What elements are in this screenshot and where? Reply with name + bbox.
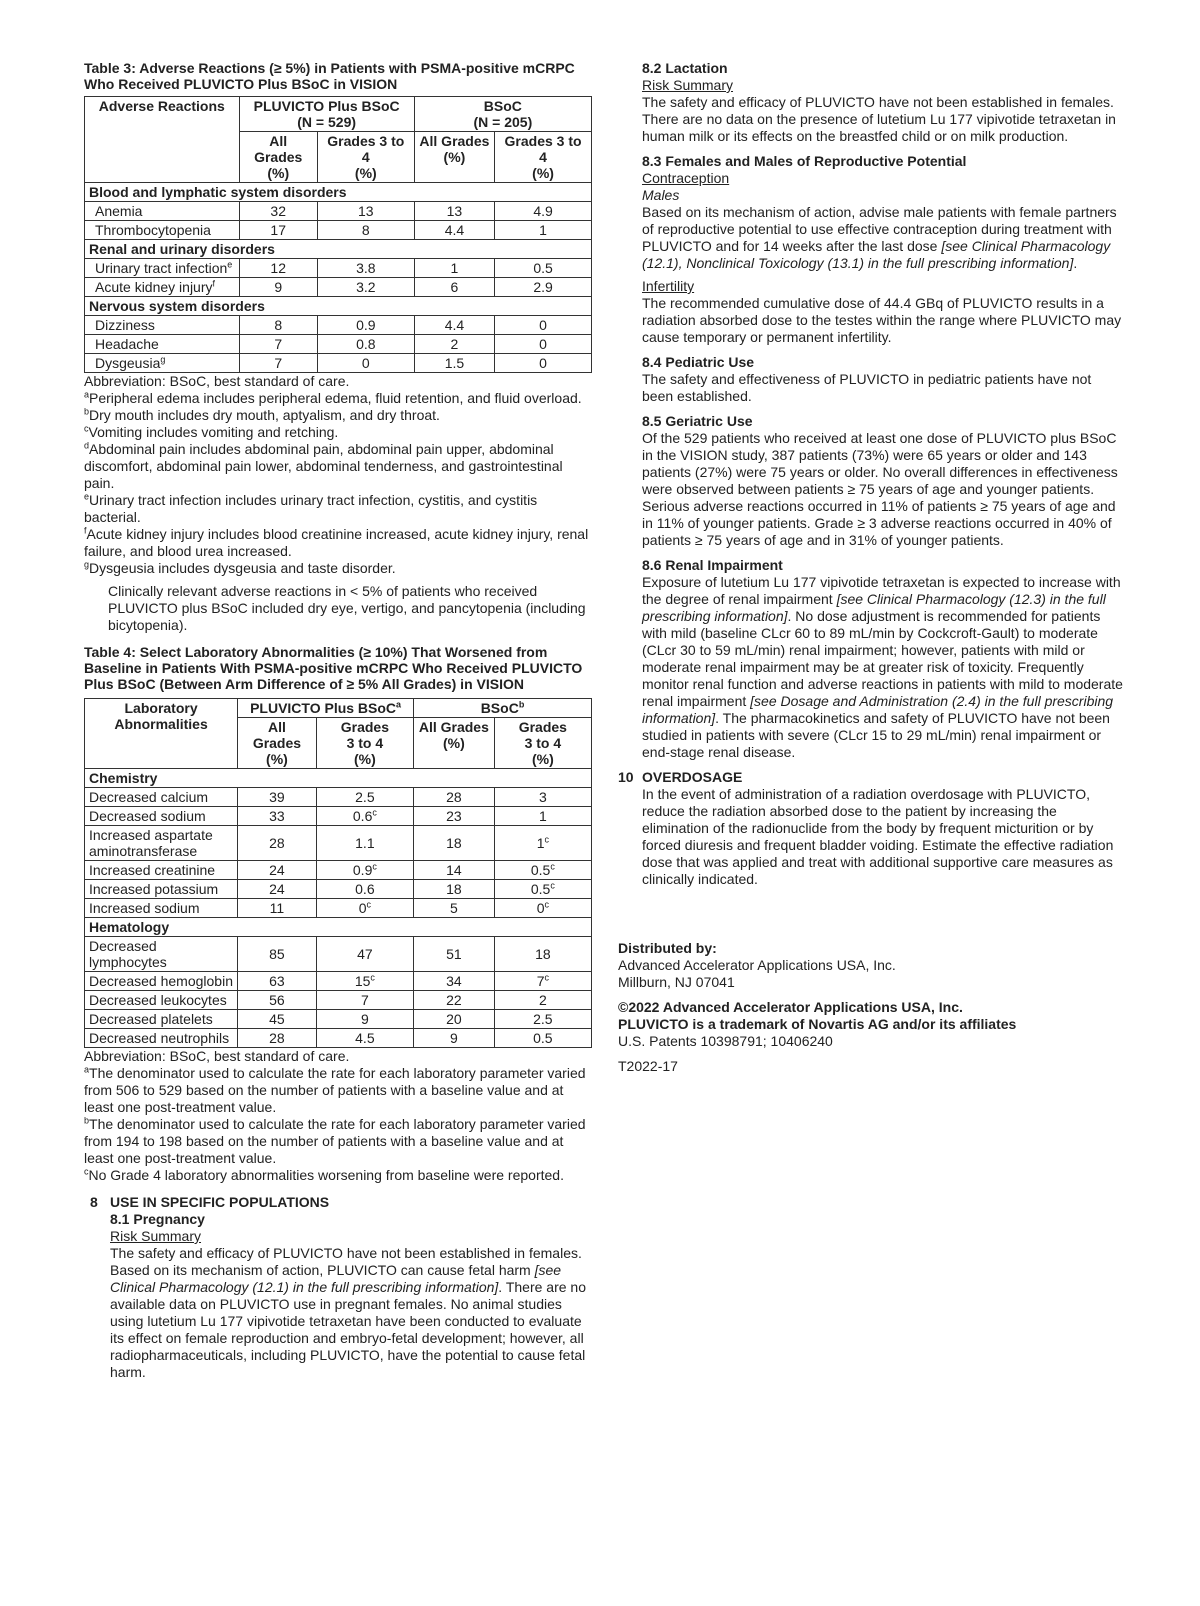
table4-caption: Table 4: Select Laboratory Abnormalities (≥ 10%) That Worsened from Baseline in Patients With PSMA-positive mCRPC Who Received PLUVICTO Plus BSoC (Between Arm Difference of ≥ 5% All Grades) in VISION (84, 644, 583, 692)
table-cell: 18 (494, 937, 591, 972)
row-label: Dizziness (85, 316, 240, 335)
section-8-1-heading: 8.1 Pregnancy (110, 1211, 205, 1227)
row-label: Increased sodium (85, 899, 238, 918)
table-cell: 1$^c$ (494, 826, 591, 861)
row-label: Dysgeusia$^g$ (85, 354, 240, 373)
table-cell: 9 (239, 278, 317, 297)
section-8-3-heading: 8.3 Females and Males of Reproductive Potential (642, 153, 967, 169)
table3-caption: Table 3: Adverse Reactions (≥ 5%) in Patients with PSMA-positive mCRPC Who Received PLUVICTO Plus BSoC in VISION (84, 60, 575, 92)
table-group-row (85, 918, 592, 937)
males-label: Males (642, 187, 680, 203)
lab-abnormalities-table (84, 698, 592, 1048)
table-cell: 22 (414, 991, 495, 1010)
table-cell: 39 (238, 788, 317, 807)
table-cell: 9 (316, 1010, 413, 1029)
row-label: Decreased leukocytes (85, 991, 238, 1010)
row-label: Decreased neutrophils (85, 1029, 238, 1048)
table3-footnotes (84, 373, 592, 577)
distributor-name: Advanced Accelerator Applications USA, Inc. (618, 957, 896, 973)
left-column (84, 60, 592, 1381)
contraception-paragraph: Based on its mechanism of action, advise male patients with female partners of reproductive potential to use effective contraception during treatment with PLUVICTO and for 14 weeks after the last dose [see Clinical Pharmacology (12.1), Nonclinical Toxicology (13.1) in the full prescribing information]. (642, 204, 1117, 271)
footnote: $^f$Acute kidney injury includes blood creatinine increased, acute kidney injury, renal failure, and blood urea increased. (84, 525, 589, 559)
col-pluvicto-group: PLUVICTO Plus BSoC$^a$ (238, 699, 414, 718)
table-cell: 4.4 (414, 316, 494, 335)
sub-all-grades: All Grades (%) (414, 718, 495, 769)
table-cell: 1 (414, 259, 494, 278)
infertility-paragraph: The recommended cumulative dose of 44.4 GBq of PLUVICTO results in a radiation absorbed dose to the testes within the range where PLUVICTO may cause temporary or permanent infertility. (642, 295, 1122, 345)
col-bsoc-n: (N = 205) (473, 114, 533, 130)
table-cell: 63 (238, 972, 317, 991)
contraception-label: Contraception (642, 170, 730, 186)
group-label: Chemistry (85, 769, 592, 788)
table-row (85, 807, 592, 826)
footnote: $^c$Vomiting includes vomiting and retching. (84, 423, 339, 440)
risk-summary-label: Risk Summary (110, 1228, 202, 1244)
sub-grades-3-4: Grades 3 to 4 (%) (317, 132, 414, 183)
table-cell: 6 (414, 278, 494, 297)
table-cell: 51 (414, 937, 495, 972)
row-label: Increased creatinine (85, 861, 238, 880)
table-row (85, 335, 592, 354)
pediatric-paragraph: The safety and effectiveness of PLUVICTO in pediatric patients have not been established. (642, 371, 1092, 404)
table-row (85, 972, 592, 991)
table-cell: 0.9 (317, 316, 414, 335)
footnote: Abbreviation: BSoC, best standard of care. (84, 373, 350, 389)
table-row (85, 899, 592, 918)
sub-grades-3-4: Grades 3 to 4 (%) (495, 132, 592, 183)
table-cell: 3 (494, 788, 591, 807)
table-cell: 34 (414, 972, 495, 991)
table4-footnotes (84, 1048, 592, 1184)
table-cell: 2.5 (494, 1010, 591, 1029)
footnote: Abbreviation: BSoC, best standard of care. (84, 1048, 350, 1064)
table-cell: 24 (238, 861, 317, 880)
table-row (85, 861, 592, 880)
row-label: Increased potassium (85, 880, 238, 899)
distributor-block (618, 940, 1123, 1075)
col-bsoc-group (414, 97, 591, 132)
table-group-row (85, 297, 592, 316)
table-cell: 0.6 (316, 880, 413, 899)
table-row (85, 991, 592, 1010)
table-row (85, 221, 592, 240)
row-label: Thrombocytopenia (85, 221, 240, 240)
section-8-6-heading: 8.6 Renal Impairment (642, 557, 783, 573)
table-group-row (85, 240, 592, 259)
table-cell: 28 (238, 1029, 317, 1048)
table-cell: 4.4 (414, 221, 494, 240)
distributor-city: Millburn, NJ 07041 (618, 974, 735, 990)
table-cell: 7 (239, 354, 317, 373)
lactation-paragraph: The safety and efficacy of PLUVICTO have not been established in females. There are no data on the presence of lutetium Lu 177 vipivotide tetraxetan in human milk or its effects on the breastfed child or on milk production. (642, 94, 1116, 144)
table-cell: 0 (495, 335, 592, 354)
group-label: Renal and urinary disorders (85, 240, 592, 259)
table-group-row (85, 769, 592, 788)
table-row (85, 826, 592, 861)
table-cell: 8 (239, 316, 317, 335)
table-cell: 11 (238, 899, 317, 918)
table-row (85, 316, 592, 335)
row-label: Increased aspartate aminotransferase (85, 826, 238, 861)
col-bsoc-group: BSoC$^b$ (414, 699, 592, 718)
table-cell: 7 (239, 335, 317, 354)
section-10-heading: 10 OVERDOSAGE (618, 769, 743, 785)
section-8-4-heading: 8.4 Pediatric Use (642, 354, 755, 370)
table-cell: 17 (239, 221, 317, 240)
table-cell: 4.5 (316, 1029, 413, 1048)
pregnancy-paragraph: The safety and efficacy of PLUVICTO have not been established in females. Based on its mechanism of action, PLUVICTO can cause fetal harm [see Clinical Pharmacology (12.1) in the full prescribing information]. There are no available data on PLUVICTO use in pregnant females. No animal studies using lutetium Lu 177 vipivotide tetraxetan have been conducted to evaluate its effect on female reproduction and embryo-fetal development; however, all radiopharmaceuticals, including PLUVICTO, have the potential to cause fetal harm. (110, 1245, 586, 1380)
section-8-5-heading: 8.5 Geriatric Use (642, 413, 753, 429)
table-cell: 0.6$^c$ (316, 807, 413, 826)
table-cell: 1.5 (414, 354, 494, 373)
table-cell: 2.9 (495, 278, 592, 297)
section-8-2-heading: 8.2 Lactation (642, 60, 728, 76)
table-cell: 24 (238, 880, 317, 899)
row-label: Urinary tract infection$^e$ (85, 259, 240, 278)
table-cell: 7 (316, 991, 413, 1010)
group-label: Nervous system disorders (85, 297, 592, 316)
table-cell: 28 (238, 826, 317, 861)
table-cell: 13 (414, 202, 494, 221)
table-cell: 0.5$^c$ (494, 861, 591, 880)
sub-grades-3-4: Grades 3 to 4 (%) (494, 718, 591, 769)
row-label: Decreased sodium (85, 807, 238, 826)
footnote: $^g$Dysgeusia includes dysgeusia and taste disorder. (84, 559, 396, 576)
table-cell: 0.5$^c$ (494, 880, 591, 899)
table-cell: 85 (238, 937, 317, 972)
footnote: $^d$Abdominal pain includes abdominal pain, abdominal pain upper, abdominal discomfort, abdominal pain lower, abdominal tenderness, and gastrointestinal pain. (84, 440, 563, 491)
distributed-by-label: Distributed by: (618, 940, 717, 956)
col-bsoc-title: BSoC (483, 98, 522, 114)
table-row (85, 259, 592, 278)
group-label: Blood and lymphatic system disorders (85, 183, 592, 202)
table-cell: 2.5 (316, 788, 413, 807)
table-cell: 56 (238, 991, 317, 1010)
table-cell: 12 (239, 259, 317, 278)
risk-summary-label: Risk Summary (642, 77, 734, 93)
row-label: Acute kidney injury$^f$ (85, 278, 240, 297)
table-row (85, 880, 592, 899)
table3-note: Clinically relevant adverse reactions in < 5% of patients who received PLUVICTO plus BSoC included dry eye, vertigo, and pancytopenia (including bicytopenia). (108, 583, 586, 633)
infertility-label: Infertility (642, 278, 695, 294)
table-cell: 2 (494, 991, 591, 1010)
table-cell: 45 (238, 1010, 317, 1029)
table-row (85, 354, 592, 373)
group-label: Hematology (85, 918, 592, 937)
sub-all-grades: All Grades (%) (239, 132, 317, 183)
sub-all-grades: All Grades (%) (414, 132, 494, 183)
footnote: $^c$No Grade 4 laboratory abnormalities worsening from baseline were reported. (84, 1166, 564, 1183)
table-cell: 0 (495, 354, 592, 373)
table-cell: 1 (495, 221, 592, 240)
table-cell: 32 (239, 202, 317, 221)
table-cell: 0$^c$ (494, 899, 591, 918)
sub-grades-3-4: Grades 3 to 4 (%) (316, 718, 413, 769)
renal-paragraph: Exposure of lutetium Lu 177 vipivotide tetraxetan is expected to increase with the degree of renal impairment [see Clinical Pharmacology (12.3) in the full prescribing information]. No dose adjustment is recommended for patients with mild (baseline CLcr 60 to 89 mL/min by Cockcroft-Gault) to moderate (CLcr 30 to 59 mL/min) renal impairment; however, patients with mild or moderate renal impairment may be at greater risk of toxicity. Frequently monitor renal function and adverse reactions in patients with mild to moderate renal impairment [see Dosage and Administration (2.4) in the full prescribing information]. The pharmacokinetics and safety of PLUVICTO have not been studied in patients with severe (CLcr 15 to 29 mL/min) renal impairment or end-stage renal disease. (642, 574, 1123, 760)
table-group-row (85, 183, 592, 202)
table-cell: 13 (317, 202, 414, 221)
right-column (618, 60, 1123, 1075)
footnote: $^a$Peripheral edema includes peripheral edema, fluid retention, and fluid overload. (84, 389, 582, 406)
footnote: $^a$The denominator used to calculate the rate for each laboratory parameter varied from 506 to 529 based on the number of patients with a baseline value and at least one post-treatment value. (84, 1064, 586, 1115)
footnote: $^e$Urinary tract infection includes urinary tract infection, cystitis, and cystitis bacterial. (84, 491, 538, 525)
table-row (85, 202, 592, 221)
table-cell: 3.8 (317, 259, 414, 278)
table-cell: 3.2 (317, 278, 414, 297)
col-adverse-reactions: Adverse Reactions (85, 97, 240, 183)
table-cell: 0.8 (317, 335, 414, 354)
table-cell: 9 (414, 1029, 495, 1048)
row-label: Decreased calcium (85, 788, 238, 807)
table-cell: 0.5 (495, 259, 592, 278)
overdosage-paragraph: In the event of administration of a radiation overdosage with PLUVICTO, reduce the radiation absorbed dose to the patient by increasing the elimination of the radionuclide from the body by frequent micturition or by forced diuresis and frequent bladder voiding. Estimate the effective radiation dose that was applied and treat with additional supportive care measures as clinically indicated. (642, 786, 1114, 887)
sub-all-grades: All Grades (%) (238, 718, 317, 769)
table-cell: 0.5 (494, 1029, 591, 1048)
geriatric-paragraph: Of the 529 patients who received at least one dose of PLUVICTO plus BSoC in the VISION study, 387 patients (73%) were 65 years or older and 143 patients (27%) were 75 years or older. No overall differences in effectiveness were observed between patients ≥ 75 years of age and younger patients. Serious adverse reactions occurred in 11% of patients ≥ 75 years of age and in 11% of younger patients. Grade ≥ 3 adverse reactions occurred in 40% of patients ≥ 75 years of age and in 31% of younger patients. (642, 430, 1118, 548)
adverse-reactions-table (84, 96, 592, 373)
section-8-heading: 8 USE IN SPECIFIC POPULATIONS (90, 1194, 330, 1210)
table-cell: 23 (414, 807, 495, 826)
table-row (85, 788, 592, 807)
table-cell: 7$^c$ (494, 972, 591, 991)
table-cell: 28 (414, 788, 495, 807)
table-cell: 47 (316, 937, 413, 972)
table-cell: 0$^c$ (316, 899, 413, 918)
table-cell: 8 (317, 221, 414, 240)
section-8 (84, 1194, 592, 1381)
row-label: Decreased platelets (85, 1010, 238, 1029)
col-pluvicto-group (239, 97, 414, 132)
table-cell: 0.9$^c$ (316, 861, 413, 880)
table-cell: 1.1 (316, 826, 413, 861)
table-cell: 4.9 (495, 202, 592, 221)
table-row (85, 937, 592, 972)
table-cell: 33 (238, 807, 317, 826)
table-row (85, 1010, 592, 1029)
patents: U.S. Patents 10398791; 10406240 (618, 1033, 833, 1049)
table-cell: 15$^c$ (316, 972, 413, 991)
row-label: Decreased hemoglobin (85, 972, 238, 991)
footnote: $^b$Dry mouth includes dry mouth, aptyalism, and dry throat. (84, 406, 440, 423)
table-cell: 18 (414, 826, 495, 861)
row-label: Anemia (85, 202, 240, 221)
table-cell: 0 (317, 354, 414, 373)
table-cell: 14 (414, 861, 495, 880)
col-laboratory-abnormalities: Laboratory Abnormalities (85, 699, 238, 769)
table-cell: 20 (414, 1010, 495, 1029)
document-code: T2022-17 (618, 1058, 678, 1074)
row-label: Headache (85, 335, 240, 354)
col-pluvicto-n: (N = 529) (297, 114, 357, 130)
copyright: ©2022 Advanced Accelerator Applications USA, Inc. (618, 999, 963, 1015)
row-label: Decreased lymphocytes (85, 937, 238, 972)
table-row (85, 278, 592, 297)
table-cell: 1 (494, 807, 591, 826)
table-cell: 0 (495, 316, 592, 335)
table-cell: 18 (414, 880, 495, 899)
footnote: $^b$The denominator used to calculate the rate for each laboratory parameter varied from 194 to 198 based on the number of patients with a baseline value and at least one post-treatment value. (84, 1115, 586, 1166)
table-cell: 2 (414, 335, 494, 354)
trademark: PLUVICTO is a trademark of Novartis AG and/or its affiliates (618, 1016, 1017, 1032)
col-pluvicto-title: PLUVICTO Plus BSoC (253, 98, 400, 114)
section-10 (618, 769, 1123, 888)
table-cell: 5 (414, 899, 495, 918)
table-row (85, 1029, 592, 1048)
